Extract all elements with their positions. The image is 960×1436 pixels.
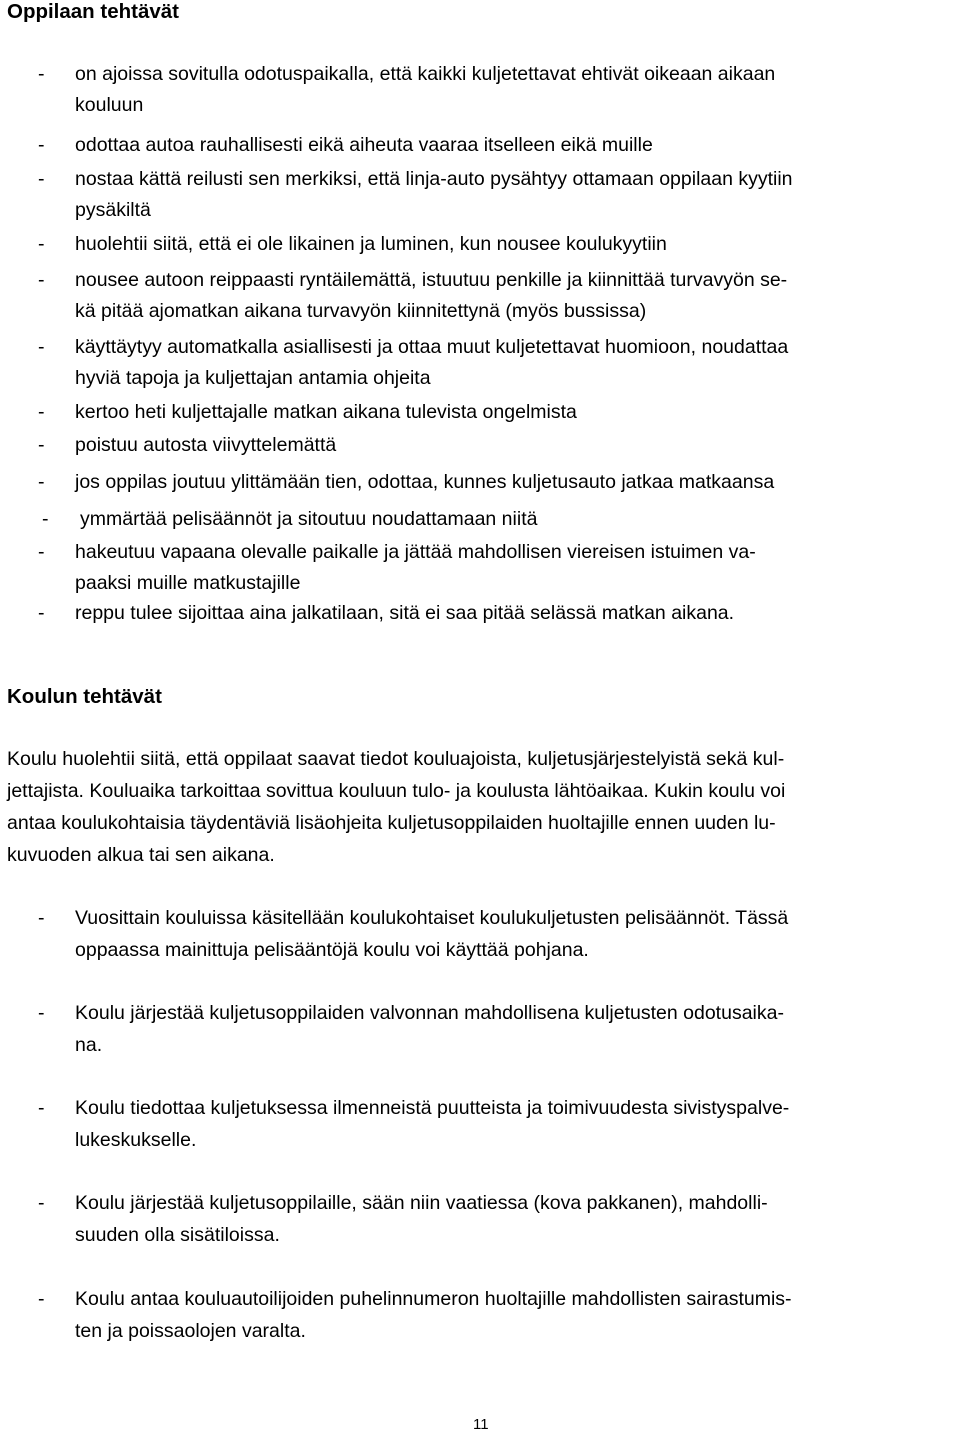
list-item-text: on ajoissa sovitulla odotuspaikalla, että kaikki kuljetettavat ehtivät oikeaan aikaan — [75, 63, 776, 85]
page-number: 11 — [473, 1416, 489, 1433]
list-item-text: huolehtii siitä, että ei ole likainen ja luminen, kun nousee koulukyytiin — [75, 233, 667, 255]
list-item-text: ten ja poissaolojen varalta. — [75, 1320, 306, 1342]
list-item-dash: - — [38, 1002, 45, 1024]
list-item-text: Koulu järjestää kuljetusoppilaiden valvonnan mahdollisena kuljetusten odotusaika- — [75, 1002, 784, 1024]
list-item-dash: - — [38, 1192, 45, 1214]
list-item-text: Vuosittain kouluissa käsitellään koulukohtaiset koulukuljetusten pelisäännöt. Tässä — [75, 907, 789, 929]
list-item-dash: - — [38, 907, 45, 929]
list-item-text: hyviä tapoja ja kuljettajan antamia ohjeita — [75, 367, 431, 389]
paragraph-line: kuvuoden alkua tai sen aikana. — [7, 844, 275, 866]
list-item-dash: - — [38, 401, 45, 423]
list-item-text: kertoo heti kuljettajalle matkan aikana tulevista ongelmista — [75, 401, 577, 423]
list-item-text: poistuu autosta viivyttelemättä — [75, 434, 337, 456]
paragraph-line: Koulu huolehtii siitä, että oppilaat saavat tiedot kouluajoista, kuljetusjärjestelyistä sekä kul- — [7, 748, 785, 770]
paragraph-line: antaa koulukohtaisia täydentäviä lisäohjeita kuljetusoppilaiden huoltajille ennen uuden lu- — [7, 812, 776, 834]
list-item-dash: - — [42, 508, 49, 530]
list-item-text: Koulu tiedottaa kuljetuksessa ilmenneistä puutteista ja toimivuudesta sivistyspalve- — [75, 1097, 790, 1119]
list-item-dash: - — [38, 134, 45, 156]
list-item-dash: - — [38, 233, 45, 255]
list-item-dash: - — [38, 434, 45, 456]
list-item-text: suuden olla sisätiloissa. — [75, 1224, 280, 1246]
list-item-text: kä pitää ajomatkan aikana turvavyön kiinnitettynä (myös bussissa) — [75, 300, 647, 322]
list-item-text: nousee autoon reippaasti ryntäilemättä, istuutuu penkille ja kiinnittää turvavyön se- — [75, 269, 788, 291]
list-item-text: Koulu järjestää kuljetusoppilaille, sään niin vaatiessa (kova pakkanen), mahdolli- — [75, 1192, 768, 1214]
list-item-text: nostaa kättä reilusti sen merkiksi, että linja-auto pysähtyy ottamaan oppilaan kyytiin — [75, 168, 793, 190]
list-item-text: paaksi muille matkustajille — [75, 572, 301, 594]
list-item-text: ymmärtää pelisäännöt ja sitoutuu noudattamaan niitä — [80, 508, 538, 530]
list-item-dash: - — [38, 1288, 45, 1310]
list-item-text: kouluun — [75, 94, 144, 116]
paragraph-line: jettajista. Kouluaika tarkoittaa sovittua kouluun tulo- ja koulusta lähtöaikaa. Kukin koulu voi — [7, 780, 786, 802]
school-tasks-heading: Koulun tehtävät — [7, 685, 162, 708]
list-item-text: reppu tulee sijoittaa aina jalkatilaan, sitä ei saa pitää selässä matkan aikana. — [75, 602, 735, 624]
list-item-text: hakeutuu vapaana olevalle paikalle ja jättää mahdollisen viereisen istuimen va- — [75, 541, 756, 563]
list-item-text: na. — [75, 1034, 103, 1056]
list-item-dash: - — [38, 336, 45, 358]
list-item-dash: - — [38, 168, 45, 190]
pupil-tasks-heading: Oppilaan tehtävät — [7, 0, 180, 23]
list-item-dash: - — [38, 63, 45, 85]
list-item-dash: - — [38, 269, 45, 291]
list-item-dash: - — [38, 1097, 45, 1119]
list-item-dash: - — [38, 471, 45, 493]
list-item-text: jos oppilas joutuu ylittämään tien, odottaa, kunnes kuljetusauto jatkaa matkaansa — [75, 471, 775, 493]
list-item-dash: - — [38, 602, 45, 624]
list-item-text: odottaa autoa rauhallisesti eikä aiheuta vaaraa itselleen eikä muille — [75, 134, 653, 156]
list-item-text: pysäkiltä — [75, 199, 151, 221]
list-item-dash: - — [38, 541, 45, 563]
list-item-text: lukeskukselle. — [75, 1129, 197, 1151]
list-item-text: Koulu antaa kouluautoilijoiden puhelinnumeron huoltajille mahdollisten sairastumis- — [75, 1288, 792, 1310]
list-item-text: käyttäytyy automatkalla asiallisesti ja ottaa muut kuljetettavat huomioon, noudattaa — [75, 336, 789, 358]
list-item-text: oppaassa mainittuja pelisääntöjä koulu voi käyttää pohjana. — [75, 939, 589, 961]
